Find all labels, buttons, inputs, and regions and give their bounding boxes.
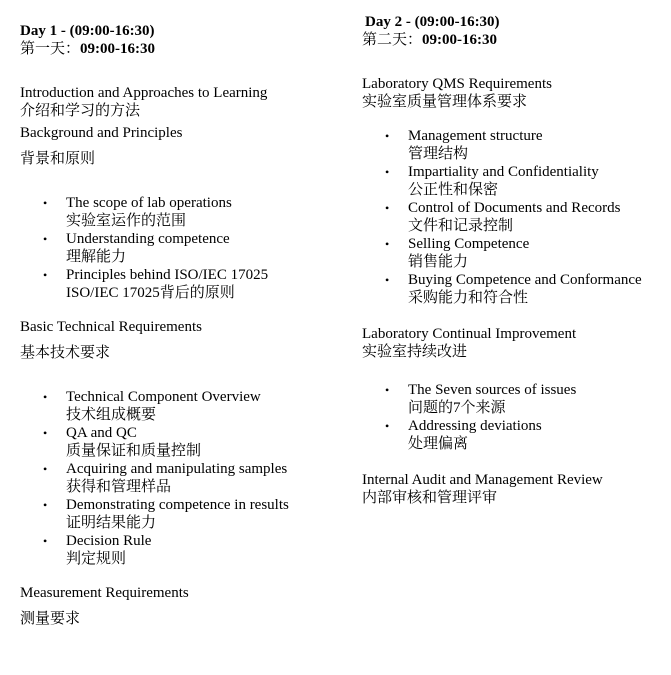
section-title-en: Laboratory Continual Improvement xyxy=(362,326,577,342)
day2-column xyxy=(362,13,667,507)
list-item: • Selling Competence 销售能力 xyxy=(385,236,530,270)
day2-section-audit xyxy=(362,471,667,507)
section-title-en: Laboratory QMS Requirements xyxy=(362,76,552,92)
list-item: • Technical Component Overview 技术组成概要 xyxy=(43,389,261,423)
bullet-icon: • xyxy=(385,201,390,215)
day2-section-improvement xyxy=(362,325,667,453)
day1-section-technical xyxy=(20,318,340,568)
bullet-icon: • xyxy=(385,383,390,397)
section-title-zh: 测量要求 xyxy=(20,611,81,627)
day1-subtitle xyxy=(20,40,340,58)
bullet-icon: • xyxy=(385,237,390,251)
section-title-zh: 背景和原则 xyxy=(20,151,96,167)
list-item: • Management structure 管理结构 xyxy=(385,128,543,162)
day2-improvement-items xyxy=(362,381,667,453)
list-item: • Addressing deviations 处理偏离 xyxy=(385,418,542,452)
bullet-icon: • xyxy=(385,273,390,287)
list-item: • Decision Rule 判定规则 xyxy=(43,533,152,567)
bullet-icon: • xyxy=(43,196,48,210)
day1-subtitle-prefix: 第一天： xyxy=(20,41,81,57)
bullet-icon: • xyxy=(43,426,48,440)
list-item: • Impartiality and Confidentiality 公正性和保密 xyxy=(385,164,599,198)
bullet-icon: • xyxy=(43,498,48,512)
day2-subtitle xyxy=(362,31,667,49)
list-item: • Buying Competence and Conformance 采购能力和符合性 xyxy=(385,272,642,306)
day1-background-items xyxy=(20,194,340,302)
day2-subtitle-time: 09:00-16:30 xyxy=(422,32,498,48)
day2-title: Day 2 - (09:00-16:30) xyxy=(365,14,500,30)
day1-technical-items xyxy=(20,388,340,568)
bullet-icon: • xyxy=(385,129,390,143)
section-title-zh: 介绍和学习的方法 xyxy=(20,103,141,119)
section-title-en: Introduction and Approaches to Learning xyxy=(20,85,268,101)
list-item: • The scope of lab operations 实验室运作的范围 xyxy=(43,195,232,229)
day2-section-qms xyxy=(362,75,667,307)
day1-section-measurement xyxy=(20,584,340,628)
day1-subtitle-time: 09:00-16:30 xyxy=(80,41,156,57)
section-title-zh: 基本技术要求 xyxy=(20,345,111,361)
list-item: • Acquiring and manipulating samples 获得和管理样品 xyxy=(43,461,288,495)
bullet-icon: • xyxy=(43,390,48,404)
bullet-icon: • xyxy=(43,232,48,246)
day1-column xyxy=(20,22,340,628)
day1-section-background xyxy=(20,124,340,302)
bullet-icon: • xyxy=(43,534,48,548)
bullet-icon: • xyxy=(43,268,48,282)
list-item: • QA and QC 质量保证和质量控制 xyxy=(43,425,202,459)
day1-section-introduction xyxy=(20,84,340,120)
bullet-icon: • xyxy=(43,462,48,476)
section-title-zh: 实验室质量管理体系要求 xyxy=(362,94,528,110)
list-item: • Principles behind ISO/IEC 17025 ISO/IEC 17025背后的原则 xyxy=(43,267,269,301)
section-title-en: Basic Technical Requirements xyxy=(20,319,202,335)
section-title-en: Background and Principles xyxy=(20,125,183,141)
day1-title: Day 1 - (09:00-16:30) xyxy=(20,23,155,39)
section-title-zh: 内部审核和管理评审 xyxy=(362,490,498,506)
list-item: • Understanding competence 理解能力 xyxy=(43,231,230,265)
day2-qms-items xyxy=(362,127,667,307)
list-item: • Demonstrating competence in results 证明结果能力 xyxy=(43,497,289,531)
list-item: • Control of Documents and Records 文件和记录控制 xyxy=(385,200,621,234)
section-title-zh: 实验室持续改进 xyxy=(362,344,468,360)
section-title-en: Measurement Requirements xyxy=(20,585,189,601)
day2-subtitle-prefix: 第二天： xyxy=(362,32,423,48)
bullet-icon: • xyxy=(385,419,390,433)
list-item: • The Seven sources of issues 问题的7个来源 xyxy=(385,382,577,416)
bullet-icon: • xyxy=(385,165,390,179)
section-title-en: Internal Audit and Management Review xyxy=(362,472,603,488)
